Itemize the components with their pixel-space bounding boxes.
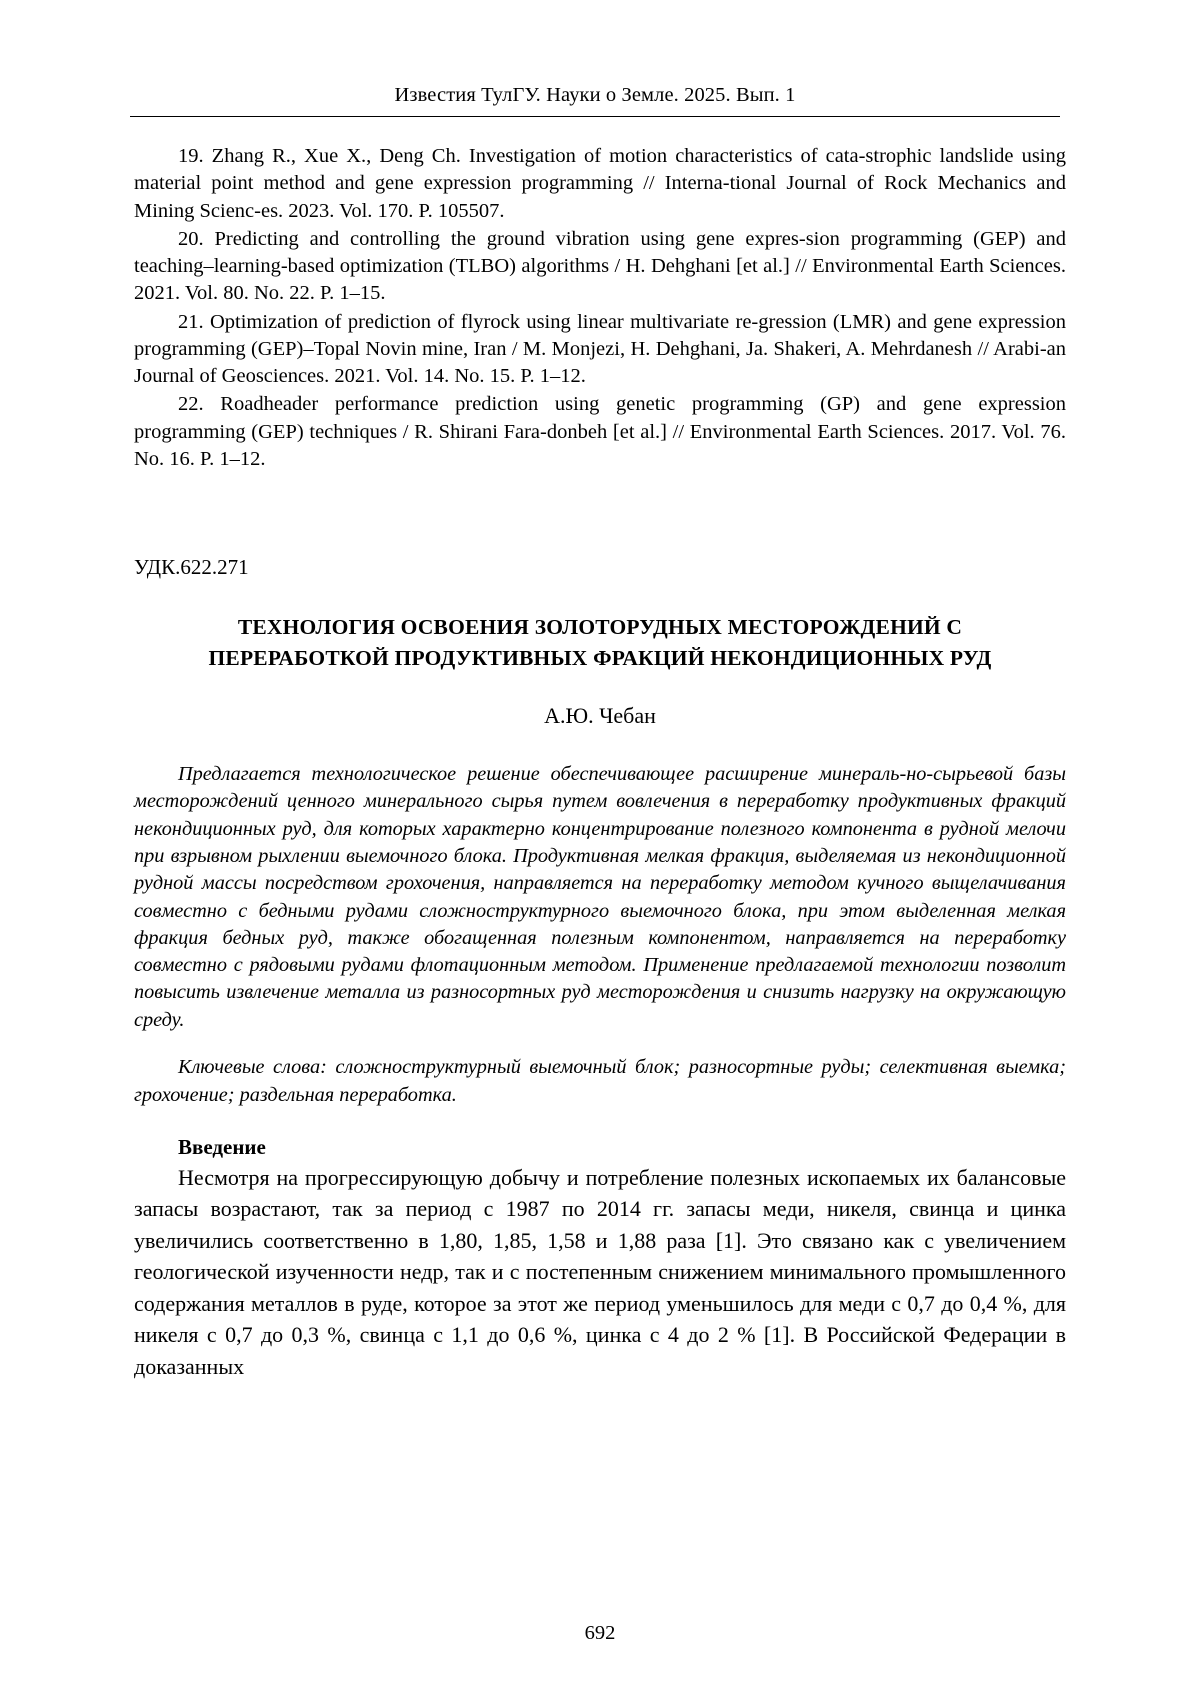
page-number: 692: [584, 1622, 616, 1644]
reference-item: 19. Zhang R., Xue X., Deng Ch. Investigation of motion characteristics of cata-strophic landslide using material point method and gene expression programming // Interna-tional Journal of Rock Mechanics and Mining Scienc-es. 2023. Vol. 170. P. 105507.: [134, 145, 1066, 222]
introduction-paragraph: Несмотря на прогрессирующую добычу и потребление полезных ископаемых их балансовые запасы возрастают, так за период с 1987 по 2014 гг. запасы меди, никеля, свинца и цинка увеличились соответственно в 1,80, 1,85, 1,58 и 1,88 раза [1]. Это связано как с увеличением геологической изученности недр, так и с постепенным снижением минимального промышленного содержания металлов в руде, которое за этот же период уменьшилось для меди с 0,7 до 0,4 %, для никеля с 0,7 до 0,3 %, свинца с 1,1 до 0,6 %, цинка с 4 до 2 % [1]. В Российской Федерации в доказанных: [134, 1164, 1066, 1379]
section-heading-introduction: Введение: [178, 1134, 266, 1159]
article-title: ТЕХНОЛОГИЯ ОСВОЕНИЯ ЗОЛОТОРУДНЫХ МЕСТОРОЖДЕНИЙ С ПЕРЕРАБОТКОЙ ПРОДУКТИВНЫХ ФРАКЦИЙ НЕКОНДИЦИОННЫХ РУД: [208, 615, 992, 670]
udk-code: УДК.622.271: [134, 555, 249, 579]
reference-item: 21. Optimization of prediction of flyrock using linear multivariate re-gression (LMR) and gene expression programming (GEP)–Topal Novin mine, Iran / M. Monjezi, H. Dehghani, Ja. Shakeri, A. Mehrdanesh // Arabi-an Journal of Geosciences. 2021. Vol. 14. No. 15. P. 1–12.: [134, 310, 1066, 387]
article-keywords: Ключевые слова: сложноструктурный выемочный блок; разносортные руды; селективная выемка; грохочение; раздельная переработка.: [134, 1056, 1066, 1106]
reference-item: 22. Roadheader performance prediction using genetic programming (GP) and gene expression programming (GEP) techniques / R. Shirani Fara-donbeh [et al.] // Environmental Earth Sciences. 2017. Vol. 76. No. 16. P. 1–12.: [134, 393, 1066, 470]
running-head: Известия ТулГУ. Науки о Земле. 2025. Вып. 1: [130, 84, 1060, 117]
article-abstract: Предлагается технологическое решение обеспечивающее расширение минераль-но-сырьевой базы месторождений ценного минерального сырья путем вовлечения в переработку продуктивных фракций некондиционных руд, для которых характерно концентрирование полезного компонента в рудной мелочи при взрывном рыхлении выемочного блока. Продуктивная мелкая фракция, выделяемая из некондиционной рудной массы посредством грохочения, направляется на переработку методом кучного выщелачивания совместно с бедными рудами сложноструктурного выемочного блока, при этом выделенная мелкая фракция бедных руд, также обогащенная полезным компонентом, направляется на переработку совместно с рядовыми рудами флотационным методом. Применение предлагаемой технологии позволит повысить извлечение металла из разносортных руд месторождения и снизить нагрузку на окружающую среду.: [134, 763, 1066, 1031]
reference-list: [134, 143, 1066, 473]
article-author: А.Ю. Чебан: [544, 703, 656, 729]
reference-item: 20. Predicting and controlling the ground vibration using gene expres-sion programming (GEP) and teaching–learning-based optimization (TLBO) algorithms / H. Dehghani [et al.] // Environmental Earth Sciences. 2021. Vol. 80. No. 22. P. 1–15.: [134, 227, 1066, 305]
